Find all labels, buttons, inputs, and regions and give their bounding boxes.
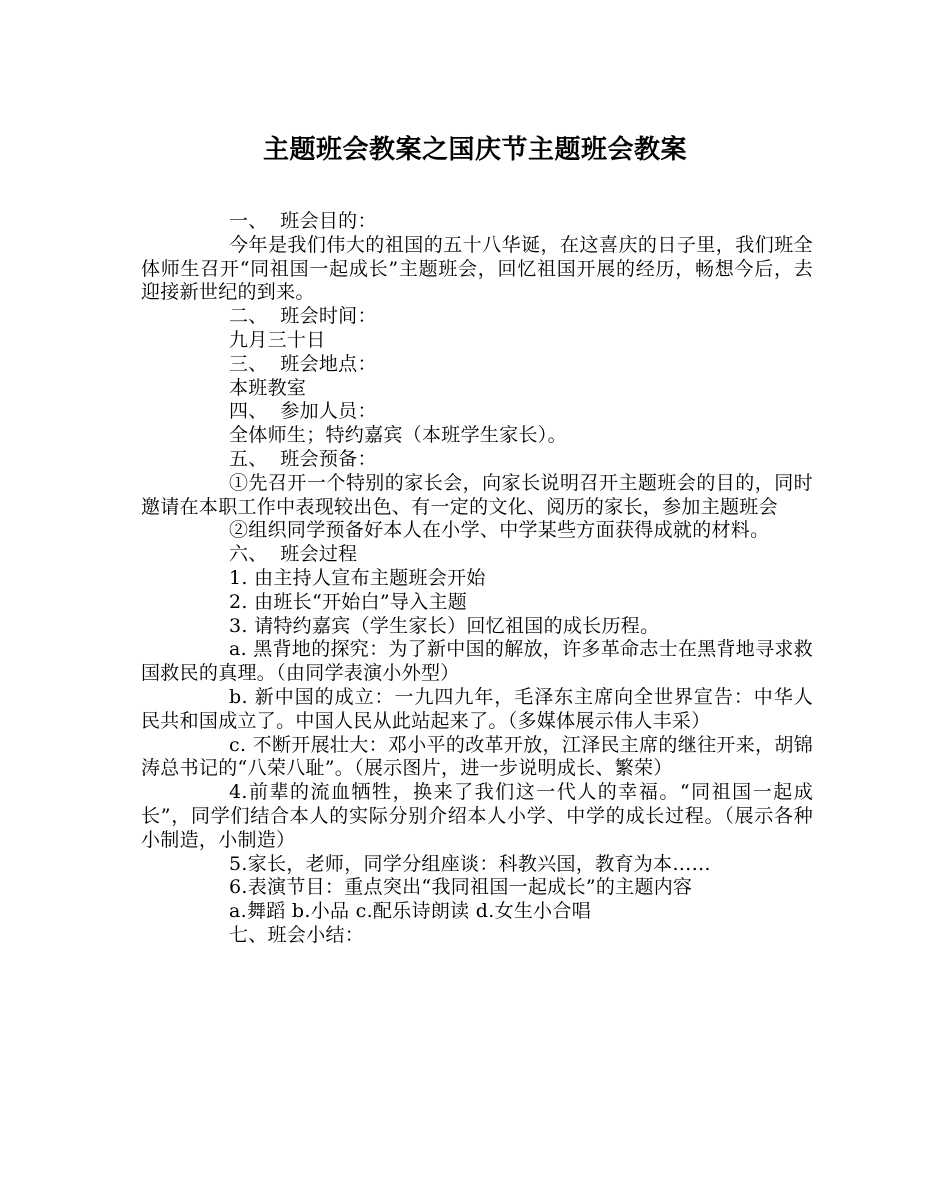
paragraph: 全体师生；特约嘉宾（本班学生家长）。 [229, 424, 567, 447]
document-title: 主题班会教案之国庆节主题班会教案 [262, 135, 687, 165]
section-heading-time: 二、 班会时间： [229, 305, 377, 328]
section-heading-participants: 四、 参加人员： [229, 400, 377, 423]
list-item: 3. 请特约嘉宾（学生家长）回忆祖国的成长历程。 [229, 614, 660, 637]
list-item: 6.表演节目：重点突出“我同祖国一起成长”的主题内容 [229, 876, 693, 899]
section-heading-summary: 七、班会小结： [229, 923, 365, 946]
paragraph: 本班教室 [229, 376, 307, 399]
list-item: a.舞蹈 b.小品 c.配乐诗朗读 d.女生小合唱 [229, 900, 592, 923]
document-body [141, 210, 813, 948]
section-heading-preparation: 五、 班会预备： [229, 447, 377, 470]
list-item: 1. 由主持人宣布主题班会开始 [229, 566, 486, 589]
paragraph: 今年是我们伟大的祖国的五十八华诞，在这喜庆的日子里，我们班全体师生召开“同祖国一起成长”主题班会，回忆祖国开展的经历，畅想今后，去迎接新世纪的到来。 [141, 233, 813, 304]
paragraph: ①先召开一个特别的家长会，向家长说明召开主题班会的目的，同时邀请在本职工作中表现较出色、有一定的文化、阅历的家长，参加主题班会 [141, 471, 813, 518]
list-item: 2. 由班长“开始白”导入主题 [229, 590, 468, 613]
section-heading-purpose: 一、 班会目的： [229, 210, 377, 232]
list-item: a. 黑背地的探究：为了新中国的解放，许多革命志士在黑背地寻求救国救民的真理。（由同学表演小外型） [141, 638, 814, 685]
section-heading-process: 六、 班会过程 [229, 543, 358, 566]
list-item: b. 新中国的成立：一九四九年，毛泽东主席向全世界宣告：中华人民共和国成立了。中国人民从此站起来了。（多媒体展示伟人丰采） [141, 685, 813, 732]
list-item: c. 不断开展壮大：邓小平的改革开放，江泽民主席的继往开来，胡锦涛总书记的“八荣八耻”。（展示图片，进一步说明成长、繁荣） [141, 733, 813, 780]
paragraph: 九月三十日 [229, 328, 326, 351]
section-heading-location: 三、 班会地点： [229, 352, 377, 375]
paragraph: ②组织同学预备好本人在小学、中学某些方面获得成就的材料。 [229, 519, 770, 542]
list-item: 5.家长，老师，同学分组座谈：科教兴国，教育为本…… [229, 852, 711, 875]
list-item: 4.前辈的流血牺牲，换来了我们这一代人的幸福。“同祖国一起成长”，同学们结合本人的实际分别介绍本人小学、中学的成长过程。（展示各种小制造，小制造） [141, 781, 813, 851]
